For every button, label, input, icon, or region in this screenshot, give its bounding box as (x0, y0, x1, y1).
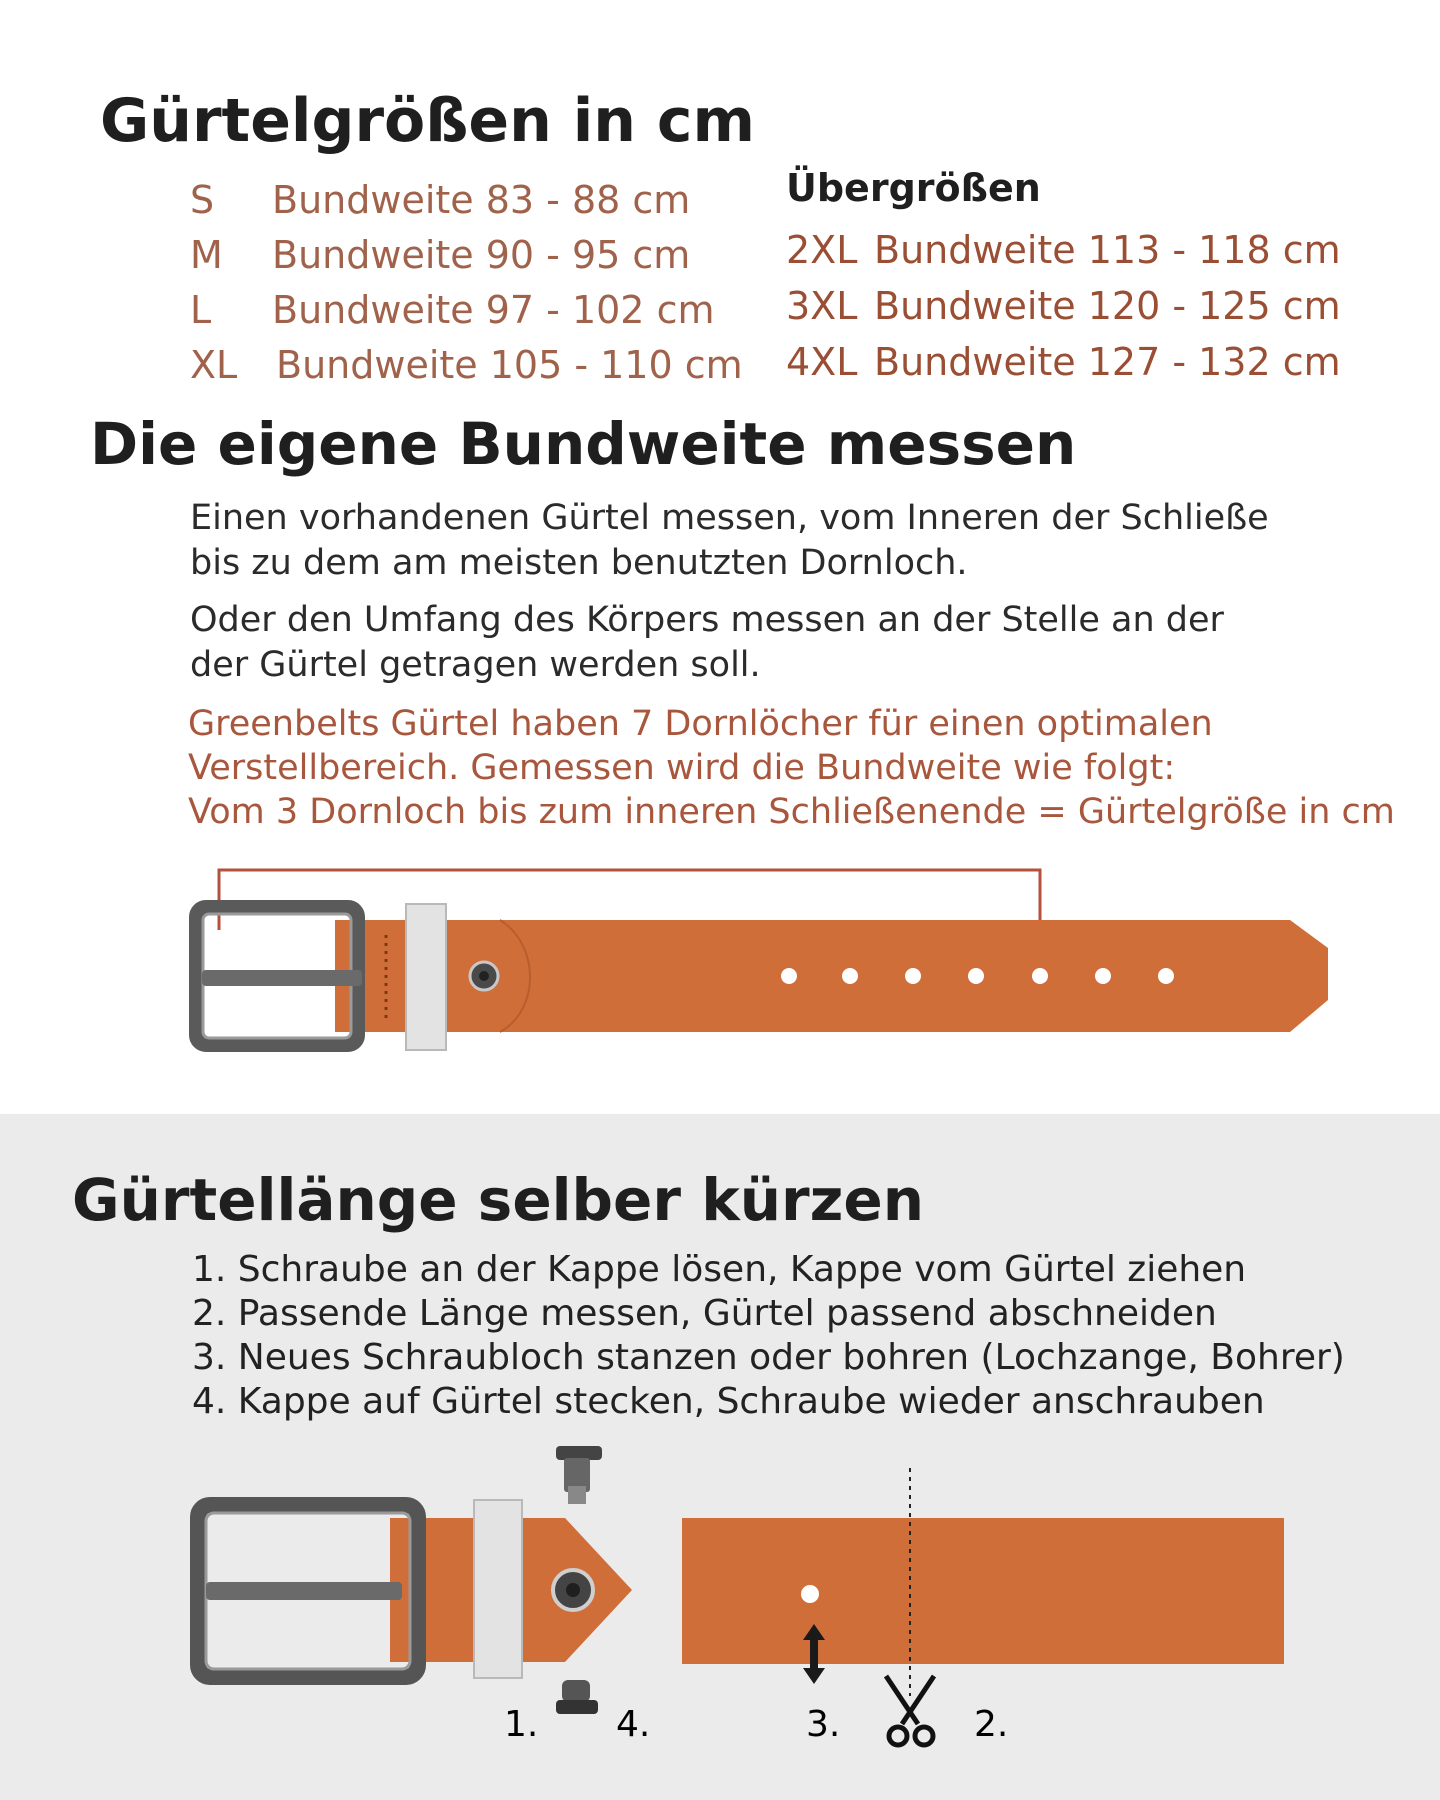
size-label: XL (190, 343, 238, 387)
measure-title: Die eigene Bundweite messen (90, 410, 1077, 478)
paragraph-line: bis zu dem am meisten benutzten Dornloch. (190, 543, 968, 583)
oversize-title: Übergrößen (786, 166, 1041, 210)
shorten-title: Gürtellänge selber kürzen (72, 1166, 925, 1234)
paragraph-line: Oder den Umfang des Körpers messen an der Stelle an der (190, 600, 1224, 640)
size-label: 2XL (786, 228, 858, 272)
marker-label: 4. (616, 1704, 651, 1745)
size-range: Bundweite 113 - 118 cm (874, 228, 1341, 272)
size-range: Bundweite 97 - 102 cm (272, 288, 715, 332)
size-label: S (190, 178, 215, 222)
note-line: Vom 3 Dornloch bis zum inneren Schließenende = Gürtelgröße in cm (188, 792, 1395, 832)
size-range: Bundweite 127 - 132 cm (874, 340, 1341, 384)
note-line: Greenbelts Gürtel haben 7 Dornlöcher für einen optimalen (188, 704, 1213, 744)
step-item: 2. Passende Länge messen, Gürtel passend abschneiden (192, 1293, 1217, 1334)
marker-label: 2. (974, 1704, 1009, 1745)
belt-buckle (198, 1505, 418, 1677)
step-item: 1. Schraube an der Kappe lösen, Kappe vom Gürtel ziehen (192, 1249, 1247, 1290)
belt-keeper (474, 1500, 522, 1678)
marker-label: 3. (806, 1704, 841, 1745)
marker-label: 1. (504, 1704, 539, 1745)
size-range: Bundweite 90 - 95 cm (272, 233, 691, 277)
screw-cap-icon (556, 1680, 598, 1714)
size-label: 4XL (786, 340, 858, 384)
size-range: Bundweite 105 - 110 cm (276, 343, 743, 387)
step-item: 3. Neues Schraubloch stanzen oder bohren (Lochzange, Bohrer) (192, 1337, 1345, 1378)
sizes-title: Gürtelgrößen in cm (100, 86, 755, 156)
size-range: Bundweite 83 - 88 cm (272, 178, 691, 222)
step-item: 4. Kappe auf Gürtel stecken, Schraube wieder anschrauben (192, 1381, 1265, 1422)
note-line: Verstellbereich. Gemessen wird die Bundweite wie folgt: (188, 748, 1176, 788)
screw-icon (556, 1446, 602, 1504)
size-range: Bundweite 120 - 125 cm (874, 284, 1341, 328)
paragraph-line: Einen vorhandenen Gürtel messen, vom Inneren der Schließe (190, 498, 1269, 538)
size-label: L (190, 288, 212, 332)
new-hole (801, 1585, 819, 1603)
size-label: 3XL (786, 284, 858, 328)
paragraph-line: der Gürtel getragen werden soll. (190, 645, 761, 685)
size-label: M (190, 233, 223, 277)
belt-end-piece (682, 1518, 1284, 1664)
